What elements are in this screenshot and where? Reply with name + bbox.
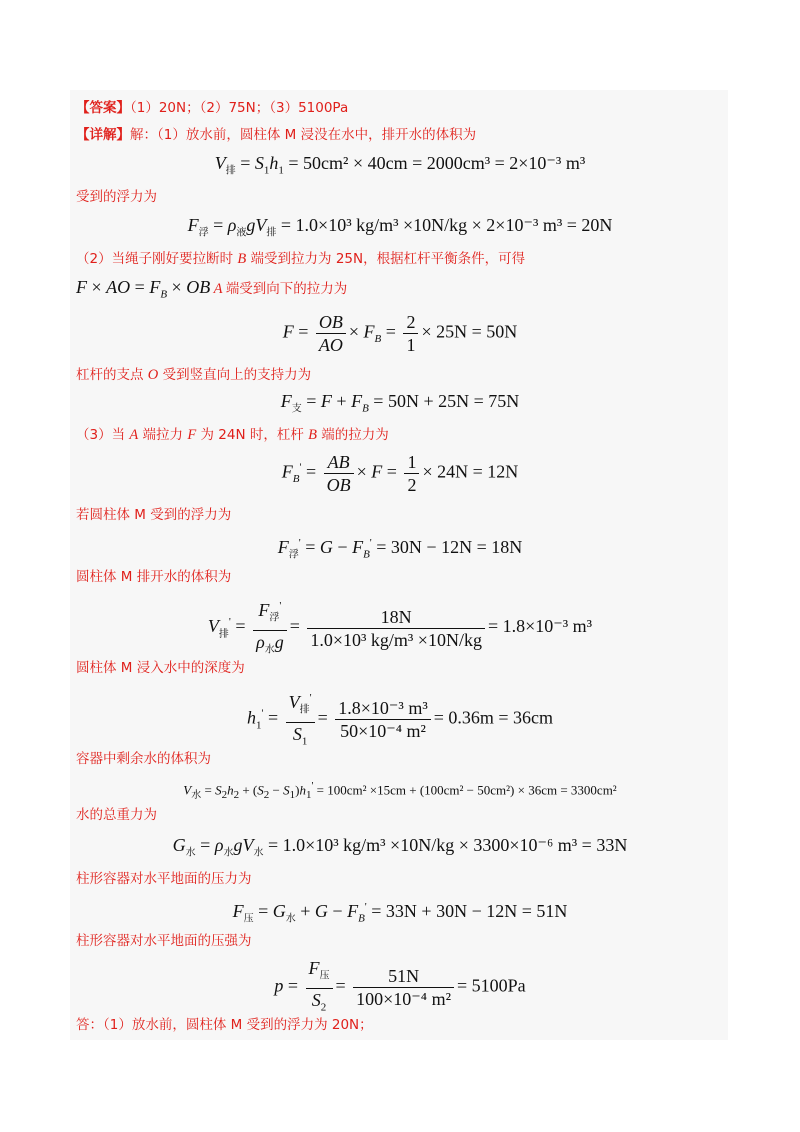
equation-buoyancy-prime: $F_浮' = G - F_B' = 30N - 12N = 18N$ [277,537,523,561]
text-buoyancy: 受到的浮力为 [76,189,157,205]
answer-line [76,99,348,117]
equation-pressure: p = $\frac{F_压}{S_2}$ = $\frac{51N}{\text{100×10⁻⁴ m²}}$ = 5100Pa [274,958,526,1014]
text-pressure: 柱形容器对水平地面的压强为 [76,933,252,949]
equation-water-gravity: $G_水 = \rho_水gV_水 = 1.0\times 10^3$ kg/m³ ×10N/kg × 3300×10⁻⁶ m³ = 33N [172,835,628,859]
equation-force-a: F = $\frac{OB}{AO}$ × $F_B$ = $\frac{2}{1}$ × 25N = 50N [282,312,518,355]
text-pressure-force: 柱形容器对水平地面的压力为 [76,871,252,887]
equation-volume-displaced: $V_排 = S_1h_1 = 50cm^2 \times 40cm = 2000cm^3 = 2\times 10^{-3}$ m³ [214,153,586,177]
detail-text: 解：（1）放水前，圆柱体 M 浸没在水中，排开水的体积为 [130,127,477,143]
text-part2: （2）当绳子刚好要拉断时 B 端受到拉力为 25N，根据杠杆平衡条件，可得 [76,251,526,267]
text-part3: （3）当 A 端拉力 F 为 24N 时，杠杆 B 端的拉力为 [76,427,389,443]
text-total-gravity: 水的总重力为 [76,807,157,823]
equation-lever-balance: F × AO = $F_B$ × OB A 端受到向下的拉力为 [76,277,348,301]
equation-depth: $h_1'$ = $\frac{V_排'}{S_1}$ = $\frac{\text{1.8×10⁻³ m³}}{\text{50×10⁻⁴ m²}}$ = 0.36m = 36cm [0,688,800,751]
answer-label: 【答案】 [76,100,130,116]
detail-line [76,126,476,144]
text-volume-m: 圆柱体 M 排开水的体积为 [76,569,232,585]
detail-label: 【详解】 [76,127,130,143]
text-buoyancy-m: 若圆柱体 M 受到的浮力为 [76,507,232,523]
answer-text: （1）20N；（2）75N；（3）5100Pa [130,100,349,116]
text-remaining-water: 容器中剩余水的体积为 [76,751,211,767]
equation-support-force: $F_支 = F + F_B = 50N + 25N = 75N$ [280,391,520,415]
equation-remaining-volume: $V_水 = S_2h_2 + (S_2 - S_1)h_1' = 100cm^2 \times 15cm + (100cm^2 - 50cm^2) \times 36cm = 3300cm^2$ [183,780,617,801]
text-pivot-support: 杠杆的支点 O 受到竖直向上的支持力为 [76,367,312,383]
equation-pressure-force: $F_压 = G_水 + G - F_B' = 33N + 30N - 12N = 51N$ [232,901,568,925]
equation-volume-prime: $V_排'$ = $\frac{F_浮'}{\rho_水g}$ = $\frac{18N}{\text{1.0×10³ kg/m³ ×10N/kg}}$ = 1.8×10⁻³ m³ [0,596,800,660]
text-depth-m: 圆柱体 M 浸入水中的深度为 [76,660,245,676]
equation-force-b-prime: $F_B'$ = $\frac{AB}{OB}$ × F = $\frac{1}{2}$ × 24N = 12N [281,452,519,495]
equation-buoyancy: $F_浮 = \rho_液gV_排 = 1.0\times 10^3$ kg/m³ ×10N/kg × 2×10⁻³ m³ = 20N [187,215,613,239]
text-conclusion: 答：（1）放水前，圆柱体 M 受到的浮力为 20N； [76,1017,373,1033]
